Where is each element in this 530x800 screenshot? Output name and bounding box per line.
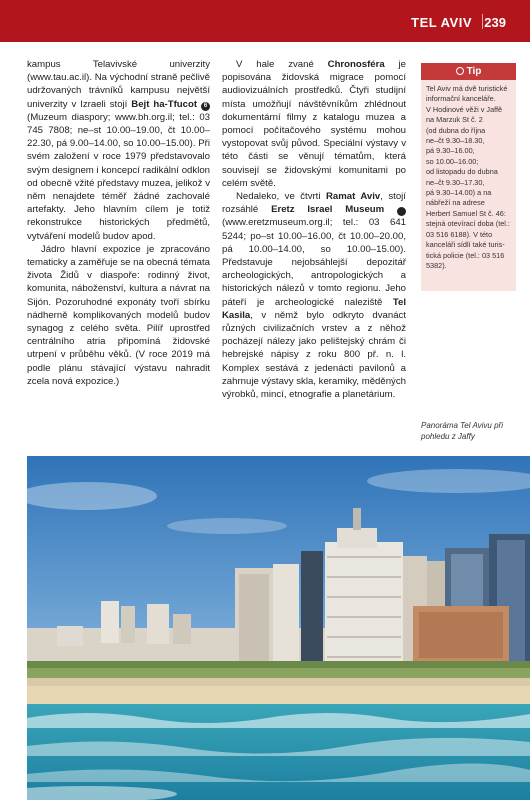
text-run: (www.eretzmuseum.org.il; tel.: 03 641 5244; po–st 10.00–16.00, čt 10.00–20.00, pá 10.00–14.00, so 10.00–15.00). Představuje nejobsáhlejší depozitář archeologických, antropologických a historických nálezů v tomto regionu. Jeho páteří je archeologické naleziště — [222, 217, 406, 308]
place-name: Tel Kasila — [222, 296, 406, 321]
tip-line: 5382). — [426, 260, 447, 270]
tip-heading — [421, 63, 516, 80]
tip-line: Tel Aviv má dvě turistické — [426, 84, 508, 93]
text-run: je popisována židovská migrace pomocí audiovizuálních prostředků. Čtyři studijní místa umožňují návštěvníkům zhlédnout dokumentární filmy z katalogu muzea a pomocí počítačového systému mohou vystopovat svůj původ. Speciální výstavy v této části se věnují tématům, která souvisejí se židovskými komunitami po celém světě. — [222, 59, 406, 189]
paragraph — [222, 190, 415, 401]
tip-body — [421, 80, 516, 271]
paragraph — [27, 58, 210, 243]
photo-caption: Panoráma Tel Avivu při pohledu z Jaffy — [421, 421, 503, 441]
text-run: kampus Telavivské univerzity (www.tau.ac.il). Na východní straně pečlivě udržovaných trávníků kampusu největší univerzity v Izraeli stojí — [27, 59, 210, 110]
map-pin-icon: 6 — [201, 102, 210, 111]
text-run: , v němž bylo odkryto dvanáct různých civilizačních vrstev a z něhož pocházejí nálezy jako pelištejský chrám či hebrejské nápisy z roku 800 př. n. l. Komplex sestává z jedenácti pavilonů a zahrnuje výstavy skla, keramiky, měděných výrobků, mincí, etnografie a planetárium. — [222, 309, 406, 401]
tip-line: ne–čt 9.30–18.30, — [426, 136, 485, 146]
tip-line: pá 9.30–16.00, — [426, 146, 475, 156]
tip-heading-label: Tip — [466, 66, 482, 77]
tip-line: na Marzuk St č. 2 — [426, 115, 483, 125]
place-name: Chronosféra — [327, 59, 385, 70]
tip-line: informační kanceláře. — [426, 94, 496, 104]
tip-line: ne–čt 9.30–17.30, — [426, 177, 485, 187]
tip-line: so 10.00–16.00; — [426, 156, 479, 166]
map-pin-icon: 8 — [397, 207, 406, 216]
tip-line: tická policie (tel.: 03 516 — [426, 250, 505, 260]
paragraph: Jádro hlavní expozice je zpracováno tematicky a zaměřuje se na obecná témata života Židů v diaspoře: rodinný život, komunita, náboženství, kultura a návrat na Sijón. Pozoruhodné exponáty tvoří sbírku nádherně komplikovaných modelů budov synagog z celého světa. Pilíř uprostřed centrálního atria připomíná židovské utrpení v průběhu věků. (V roce 2019 má podle plánu stávající výstavu nahradit zcela nová expozice.) — [27, 243, 210, 387]
tip-line: 03 516 6188). V této — [426, 229, 493, 239]
tip-line: stejná otevírací doba (tel.: — [426, 219, 510, 229]
tip-line: od listopadu do dubna — [426, 167, 498, 177]
tip-box — [421, 63, 516, 291]
page-number: 239 — [484, 15, 506, 30]
tip-line: nábřeží na adrese — [426, 198, 485, 208]
header-separator — [482, 14, 483, 29]
text-run: Nedaleko, ve čtvrti — [236, 191, 326, 203]
tip-line: pá 9.30–14.00) a na — [426, 188, 492, 198]
clock-icon — [456, 67, 464, 75]
text-column-2 — [222, 58, 415, 401]
place-name: Bejt ha-Tfucot — [131, 98, 198, 110]
place-name: Eretz Israel Museum — [271, 204, 385, 216]
tip-line: V Hodinové věži v Jaffě — [426, 104, 503, 114]
text-run: , stojí rozsáhlé — [222, 191, 406, 216]
text-column-1 — [27, 58, 210, 388]
text-run: V hale zvané — [236, 59, 328, 70]
tip-line: (od dubna do října — [426, 125, 486, 135]
tip-line: Herbert Samuel St č. 46: — [426, 208, 506, 218]
header-bar — [0, 0, 530, 42]
chapter-title: TEL AVIV — [411, 15, 472, 30]
paragraph — [222, 58, 406, 190]
tip-line: kanceláři sídlí také turis- — [426, 240, 505, 250]
place-name: Ramat Aviv — [325, 191, 381, 203]
skyline-photo — [27, 456, 530, 800]
text-run: (Muzeum diaspory; www.bh.org.il; tel.: 03 745 7808; ne–st 10.00–19.00, čt 10.00–22.30, pá 9.00–14.00, so 10.00–15.00). Při svém založení v roce 1979 představovalo svým designem i koncepcí radikální odklon od obecně vžité představy muzea, jelikož v něm nenajdete téměř žádné zachovalé artefakty. Jeho hlavním cílem je totiž rekonstrukce historických předmětů, vytváření modelů budov apod. — [27, 111, 210, 242]
